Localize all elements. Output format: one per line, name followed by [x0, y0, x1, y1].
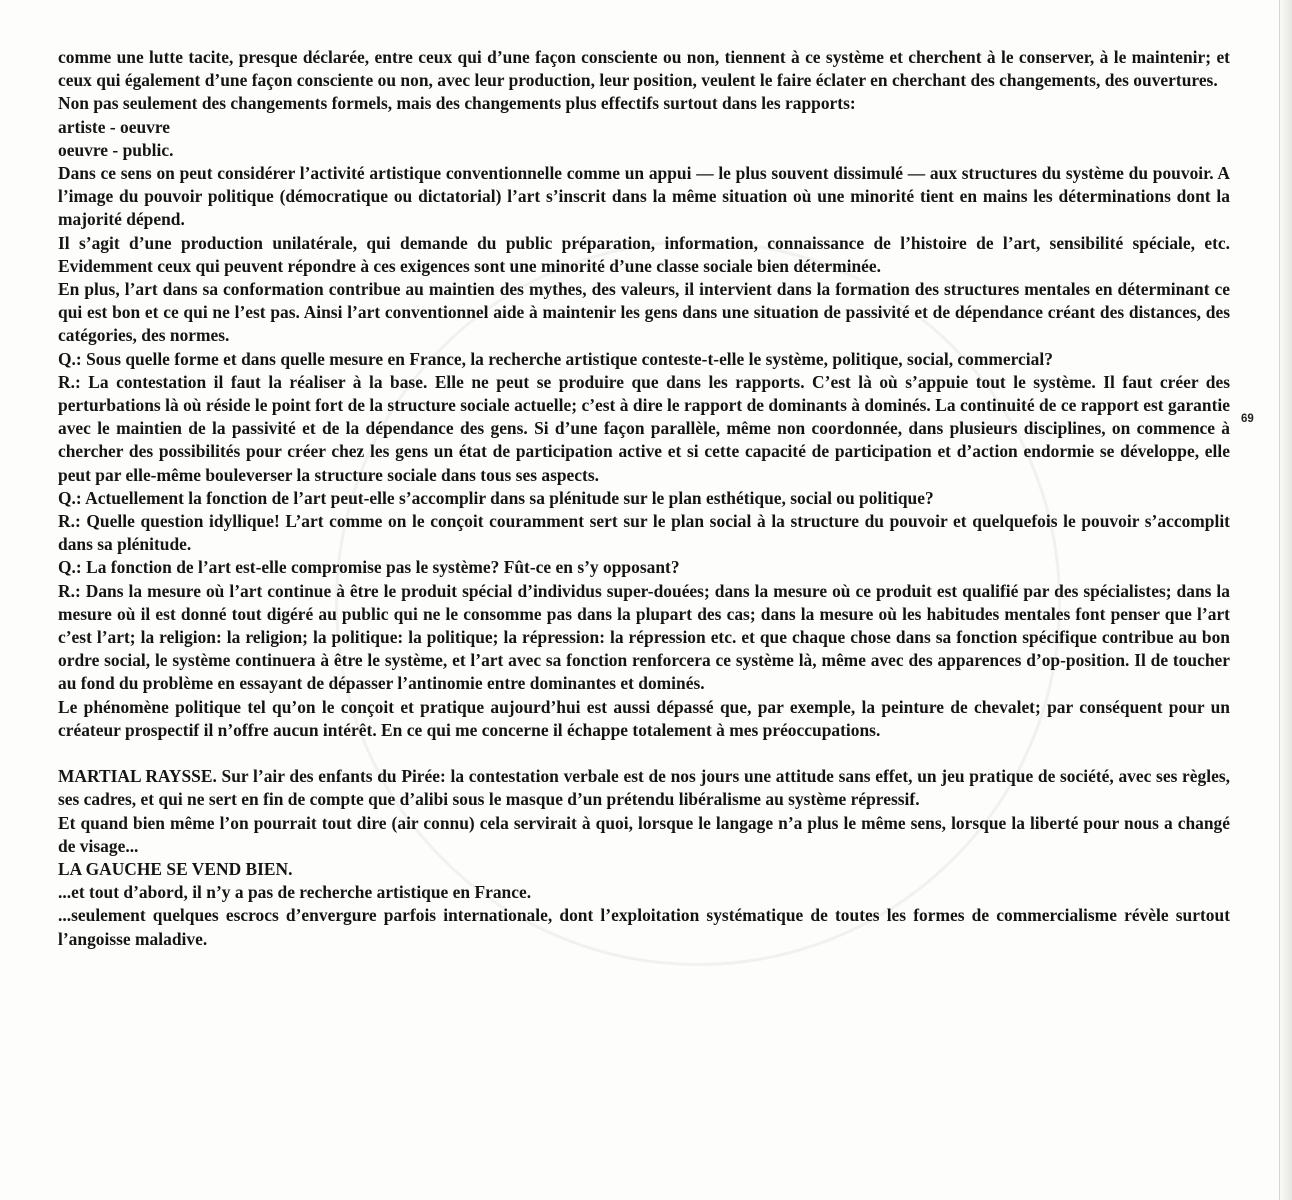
paragraph: Et quand bien même l’on pourrait tout dire (air connu) cela servirait à quoi, lorsque le langage n’a plus le même sens, lorsque la liberté pour nous a changé de visage...	[58, 812, 1230, 856]
paragraph: Il s’agit d’une production unilatérale, qui demande du public préparation, information, connaissance de l’histoire de l’art, sensibilité spéciale, etc. Evidemment ceux qui peuvent répondre à ces exigences sont une minorité d’une classe sociale bien déterminée.	[58, 232, 1230, 276]
paragraph: En plus, l’art dans sa conformation contribue au maintien des mythes, des valeurs, il intervient dans la formation des structures mentales en déterminant ce qui est bon et ce qui ne l’est pas. Ainsi l’art conventionnel aide à maintenir les gens dans une situation de passivité et de dépendance créant des distances, des catégories, des normes.	[58, 279, 1230, 346]
answer: R.: La contestation il faut la réaliser à la base. Elle ne peut se produire que dans les rapports. C’est là où s’appuie tout le système. Il faut créer des perturbations là où réside le point fort de la structure sociale actuelle; c’est à dire le rapport de dominants à dominés. La continuité de ce rapport est garantie avec le maintien de la passivité et de la dépendance des gens. Si d’une façon parallèle, même non coordonnée, dans plusieurs disciplines, on commence à chercher des possibilités pour créer chez les gens un état de participation active et si cette capacité de participation et d’action endormie se développe, elle peut par elle-même bouleverser la structure sociale dans tous ses aspects.	[58, 371, 1230, 485]
text-column	[58, 46, 1230, 951]
section-gap	[58, 742, 1230, 765]
paragraph: ...seulement quelques escrocs d’envergure parfois internationale, dont l’exploitation systématique de toutes les formes de commercialisme révèle surtout l’angoisse maladive.	[58, 905, 1230, 949]
question: Q.: Actuellement la fonction de l’art peut-elle s’accomplir dans sa plénitude sur le plan esthétique, social ou politique?	[58, 487, 934, 508]
question: Q.: La fonction de l’art est-elle compromise pas le système? Fût-ce en s’y opposant?	[58, 557, 680, 578]
paragraph: ...et tout d’abord, il n’y a pas de recherche artistique en France.	[58, 882, 532, 903]
paragraph: artiste - oeuvre	[58, 116, 171, 137]
paragraph: LA GAUCHE SE VEND BIEN.	[58, 858, 293, 879]
page-edge-line	[1279, 0, 1280, 1200]
answer: R.: Quelle question idyllique! L’art comme on le conçoit couramment sert sur le plan social à la structure du pouvoir et quelquefois le pouvoir s’accomplit dans sa plénitude.	[58, 511, 1230, 555]
page-edge-shadow	[1278, 0, 1292, 1200]
question: Q.: Sous quelle forme et dans quelle mesure en France, la recherche artistique conteste-t-elle le système, politique, social, commercial?	[58, 348, 1053, 369]
paragraph: MARTIAL RAYSSE. Sur l’air des enfants du Pirée: la contestation verbale est de nos jours une attitude sans effet, un jeu pratique de société, avec ses règles, ses cadres, et qui ne sert en fin de compte que d’alibi sous le masque d’un prétendu libéralisme au système répressif.	[58, 766, 1230, 810]
paragraph: comme une lutte tacite, presque déclarée, entre ceux qui d’une façon consciente ou non, tiennent à ce système et cherchent à le conserver, à le maintenir; et ceux qui également d’une façon consciente ou non, avec leur production, leur position, veulent le faire éclater en cherchant des changements, des ouvertures.	[58, 47, 1230, 91]
paragraph: Non pas seulement des changements formels, mais des changements plus effectifs surtout dans les rapports:	[58, 93, 856, 114]
paragraph: oeuvre - public.	[58, 139, 174, 160]
page-number: 69	[1241, 413, 1254, 425]
paragraph: Dans ce sens on peut considérer l’activité artistique conventionnelle comme un appui — le plus souvent dissimulé — aux structures du système du pouvoir. A l’image du pouvoir politique (démocratique ou dictatorial) l’art s’inscrit dans la même situation où une minorité tient en mains les déterminations dont la majorité dépend.	[58, 163, 1230, 230]
answer: R.: Dans la mesure où l’art continue à être le produit spécial d’individus super-douées; dans la mesure où ce produit est qualifié par des spécialistes; dans la mesure où il est donné tout digéré au public qui ne le consomme pas dans la plupart des cas; dans la mesure où les habitudes mentales font penser que l’art c’est l’art; la religion: la religion; la politique: la politique; la répression: la répression etc. et que chaque chose dans sa fonction spécifique contribue au bon ordre social, le système continuera à être le système, et l’art avec sa fonction renforcera ce système là, même avec des apparences d’op-position. Il de toucher au fond du problème en essayant de dépasser l’antinomie entre dominantes et dominés.	[58, 580, 1230, 694]
paragraph: Le phénomène politique tel qu’on le conçoit et pratique aujourd’hui est aussi dépassé que, par exemple, la peinture de chevalet; par conséquent pour un créateur prospectif il n’offre aucun intérêt. En ce qui me concerne il échappe totalement à mes préoccupations.	[58, 696, 1230, 740]
